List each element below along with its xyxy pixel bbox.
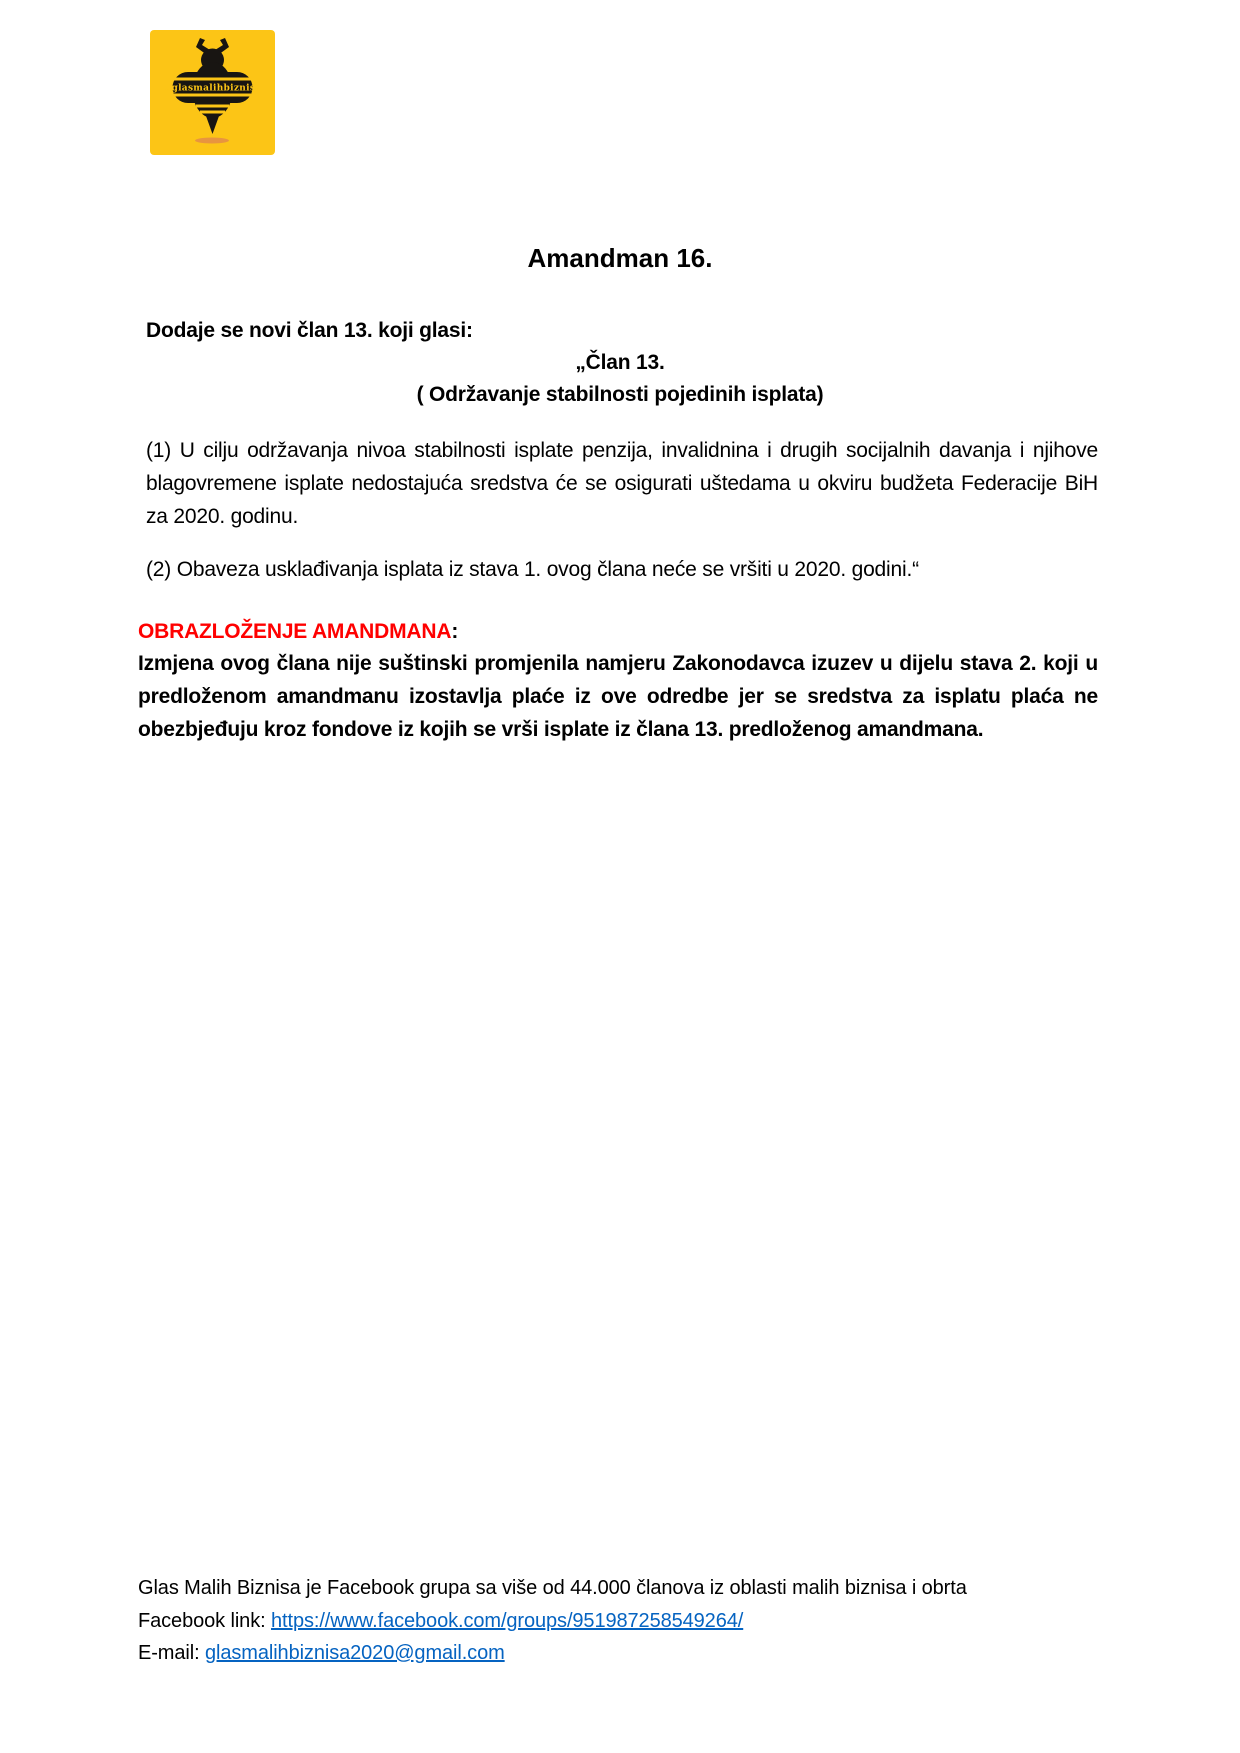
email-label: E-mail: (138, 1642, 205, 1664)
facebook-label: Facebook link: (138, 1609, 272, 1632)
explanation-heading-text: OBRAZLOŽENJE AMANDMANA (138, 620, 452, 643)
footer-email-line (138, 1637, 1108, 1670)
email-link[interactable]: glasmalihbiznisa2020@gmail.com (204, 1642, 505, 1664)
paragraph-1: (1) U cilju održavanja nivoa stabilnosti isplate penzija, invalidnina i drugih socijalnih davanja i njihove blagovremene isplate nedostajuća sredstva će se osigurati uštedama u okviru budžeta Federacije BiH za 2020. godinu. (146, 439, 1098, 528)
page-title: Amandman 16. (527, 243, 713, 273)
intro-line: Dodaje se novi član 13. koji glasi: (146, 319, 473, 342)
footer (138, 1572, 1108, 1670)
article-subheading: ( Održavanje stabilnosti pojedinih isplata) (416, 383, 824, 406)
facebook-link[interactable]: https://www.facebook.com/groups/951987258549264/ (271, 1609, 744, 1632)
logo-text: #glasmalihbiznisa (163, 83, 262, 94)
explanation-heading (138, 615, 458, 648)
explanation-heading-colon: : (451, 620, 459, 643)
footer-about: Glas Malih Biznisa je Facebook grupa sa više od 44.000 članova iz oblasti malih biznisa i obrta (138, 1577, 967, 1599)
article-heading: „Član 13. (575, 351, 665, 374)
logo-glasmalihbiznisa (150, 30, 275, 155)
footer-facebook-line (138, 1605, 1108, 1638)
bee-icon (150, 30, 275, 155)
explanation-body: Izmjena ovog člana nije suštinski promjenila namjeru Zakonodavca izuzev u dijelu stava 2. koji u predloženom amandmanu izostavlja plaće iz ove odredbe jer se sredstva za isplatu plaća ne obezbjeđuju kroz fondove iz kojih se vrši isplate iz člana 13. predloženog amandmana. (138, 652, 1098, 741)
paragraph-2: (2) Obaveza usklađivanja isplata iz stava 1. ovog člana neće se vršiti u 2020. godini.“ (146, 558, 919, 581)
bee-shadow (195, 138, 229, 144)
